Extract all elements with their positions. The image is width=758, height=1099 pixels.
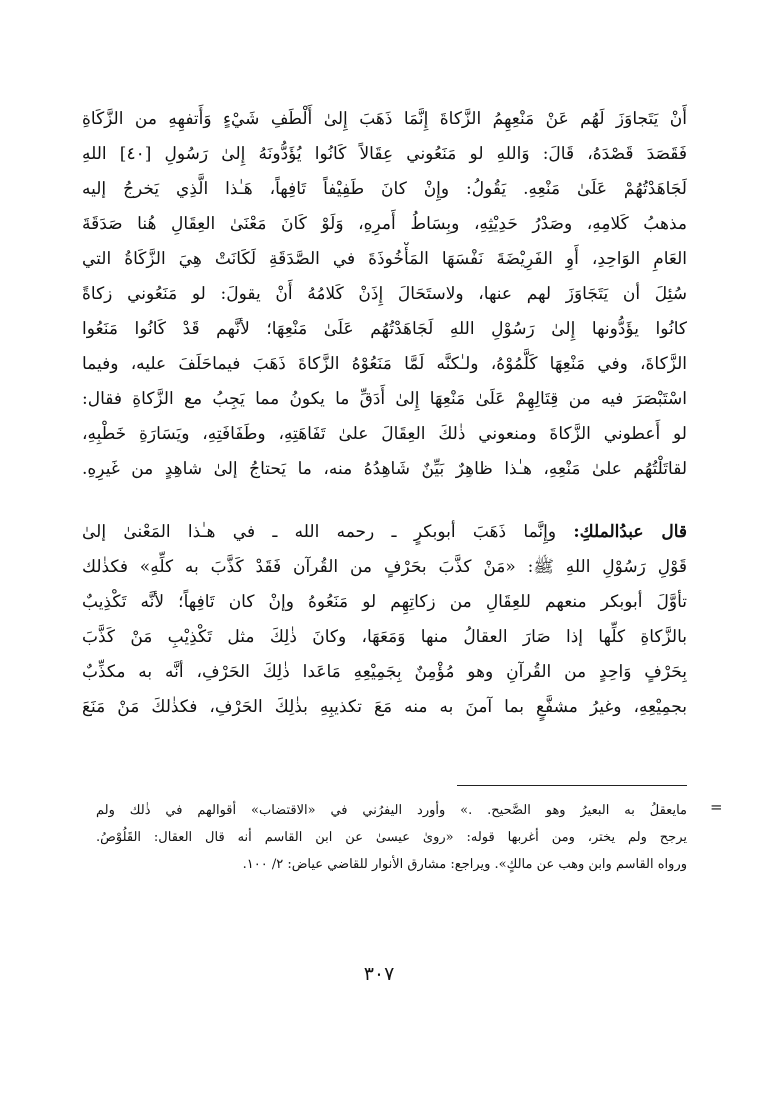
- text-line: سُئِلَ أن يَتَجَاوَزَ لهم عنها، ولاستَحَالَ إِذَنْ كَلامُهُ أَنْ يقولَ: لو مَنَعُوني زكاةً: [82, 284, 687, 304]
- page-number: ٣٠٧: [363, 963, 395, 985]
- footnote-line: يرجح ولم يختر، ومن أغربها قوله: «روىٰ عيسىٰ عن ابن القاسم أنه قال العقال: القَلُوْصُ.: [96, 830, 687, 845]
- text-line: لقاتَلْتُهُم علىٰ مَنْعِهِ، هـٰذا ظاهِرٌ بَيِّنٌ شَاهِدُهُ منه، ما يَحتاجُ إلىٰ شاهِدٍ من غَيرِهِ.: [82, 459, 687, 479]
- footnote-divider: [457, 785, 687, 786]
- speaker-name: قال عبدُالملكِ:: [573, 522, 687, 542]
- footnote-line: ورواه القاسم وابن وهب عن مالكٍ». ويراجع: مشارق الأنوار للقاضي عياض: ٢/ ١٠٠.: [242, 857, 687, 872]
- text-line: العَامِ الوَاحِدِ، أَوِ الفَرِيْضَةَ نَفْسَهَا المَأْخُوذَةَ في الصَّدَقَةِ لَكَانَتْ هِيَ الزَّكَاةُ التي: [82, 249, 687, 269]
- text-line: لَجَاهَدْتُهُمْ عَلَىٰ مَنْعِهِ. يَقُولُ: وإِنْ كانَ طَفِيْفاً تَافِهاً، هَـٰذا الَّذِي يَخرجُ إليه: [82, 179, 687, 199]
- paragraph-1: [82, 102, 687, 487]
- main-text: [82, 102, 687, 725]
- text-line: الزَّكاةَ، وفي مَنْعِهَا كَلَّمُوْهُ، ولـٰكنَّه لَمَّا مَنَعُوْهُ الزَّكاةَ ذَهَبَ فيماحَلَفَ عليه، وفيما: [82, 354, 687, 374]
- text-line: أَنْ يَتَجاوَزَ لَهُم عَنْ مَنْعِهِمُ الزَّكاةَ إِنَّمَا ذَهَبَ إِلىٰ أَلْطَفِ شَيْءٍ وَأَتفهِهِ من الزَّكَاةِ: [82, 109, 687, 129]
- text-line: قَوْلِ رَسُوْلِ اللهِ ﷺ: «مَنْ كذَّبَ بحَرْفٍ من القُرآن فَقَدْ كَذَّبَ به كلِّهِ» فكذٰلك: [82, 557, 687, 577]
- footnotes: [96, 797, 687, 878]
- text-line: مذهبُ كَلامِهِ، وصَدْرُ حَدِيْثِهِ، وبِسَاطُ أَمرِهِ، وَلَوْ كَانَ مَعْنَىٰ العِقَالِ هُنا صَدَقَةَ: [82, 214, 687, 234]
- text-line: فَقَصَدَ قَصْدَهُ، قَالَ: وَاللهِ لو مَنَعُوني عِقَالاً كَانُوا يُؤَدُّونَهُ إِلىٰ رَسُولِ [٤٠] اللهِ: [82, 144, 687, 164]
- text-line: بالزَّكاةِ كلِّها إذا صَارَ العقالُ منها وَمَعَهَا، وكانَ ذٰلِكَ مثل تَكْذِيْبِ مَنْ كَذَّبَ: [82, 627, 687, 647]
- footnote-continuation-mark: =: [710, 798, 723, 816]
- text-line: اسْتَبْصَرَ فيه من قِتَالِهِمْ عَلَىٰ مَنْعِهَا إِلىٰ أَدَقِّ ما يكونُ مما يَجِبُ مع الزَّكاةِ فقال:: [82, 389, 687, 409]
- text-line: كانُوا يؤَدُّونها إِلىٰ رَسُوْلِ اللهِ لَجَاهَدْتُهُم عَلَىٰ مَنْعِهَا؛ لأنَّهم قَدْ كَانُوا مَنَعُوا: [82, 319, 687, 339]
- text-line: لو أَعطوني الزَّكاةَ ومنعوني ذٰلكَ العِقَالَ علىٰ تَفَاهَتِهِ، وطَفَافَتِهِ، ويَسَارَةِ خَطْبِهِ،: [82, 424, 687, 444]
- paragraph-gap: [82, 487, 687, 515]
- text-line: بجمِيْعِهِ، وغيرُ مشفَّعٍ بما آمنَ به منه مَعَ تكذيبِهِ بذٰلِكَ الحَرْفِ، فكذٰلكَ مَنْ مَنَعَ: [82, 697, 687, 717]
- text-line: تأوَّلَ أبوبكر منعهم للعِقَالِ من زكاتِهِم لو مَنَعُوهُ وإنْ كان تَافِهاً؛ لأنَّه تَكْذِيبٌ: [82, 592, 687, 612]
- footnote-line: مايعقلُ به البعيرُ وهو الصَّحيح. .» وأورد اليفرُني في «الاقتضاب» أقوالهم في ذٰلك ولم: [96, 803, 687, 818]
- text-line-rest: وإِنَّما ذَهَبَ أبوبكرٍ ـ رحمه الله ـ في هـٰذا المَعْنىٰ إلىٰ: [82, 522, 557, 542]
- paragraph-2: [82, 515, 687, 725]
- text-line: بِحَرْفٍ وَاحِدٍ من القُرآنِ وهو مُؤْمِنٌ بِجَمِيْعِهِ مَاعَدا ذٰلِكَ الحَرْفِ، أنَّه به مكذِّبٌ: [82, 662, 687, 682]
- text-line: [82, 515, 687, 550]
